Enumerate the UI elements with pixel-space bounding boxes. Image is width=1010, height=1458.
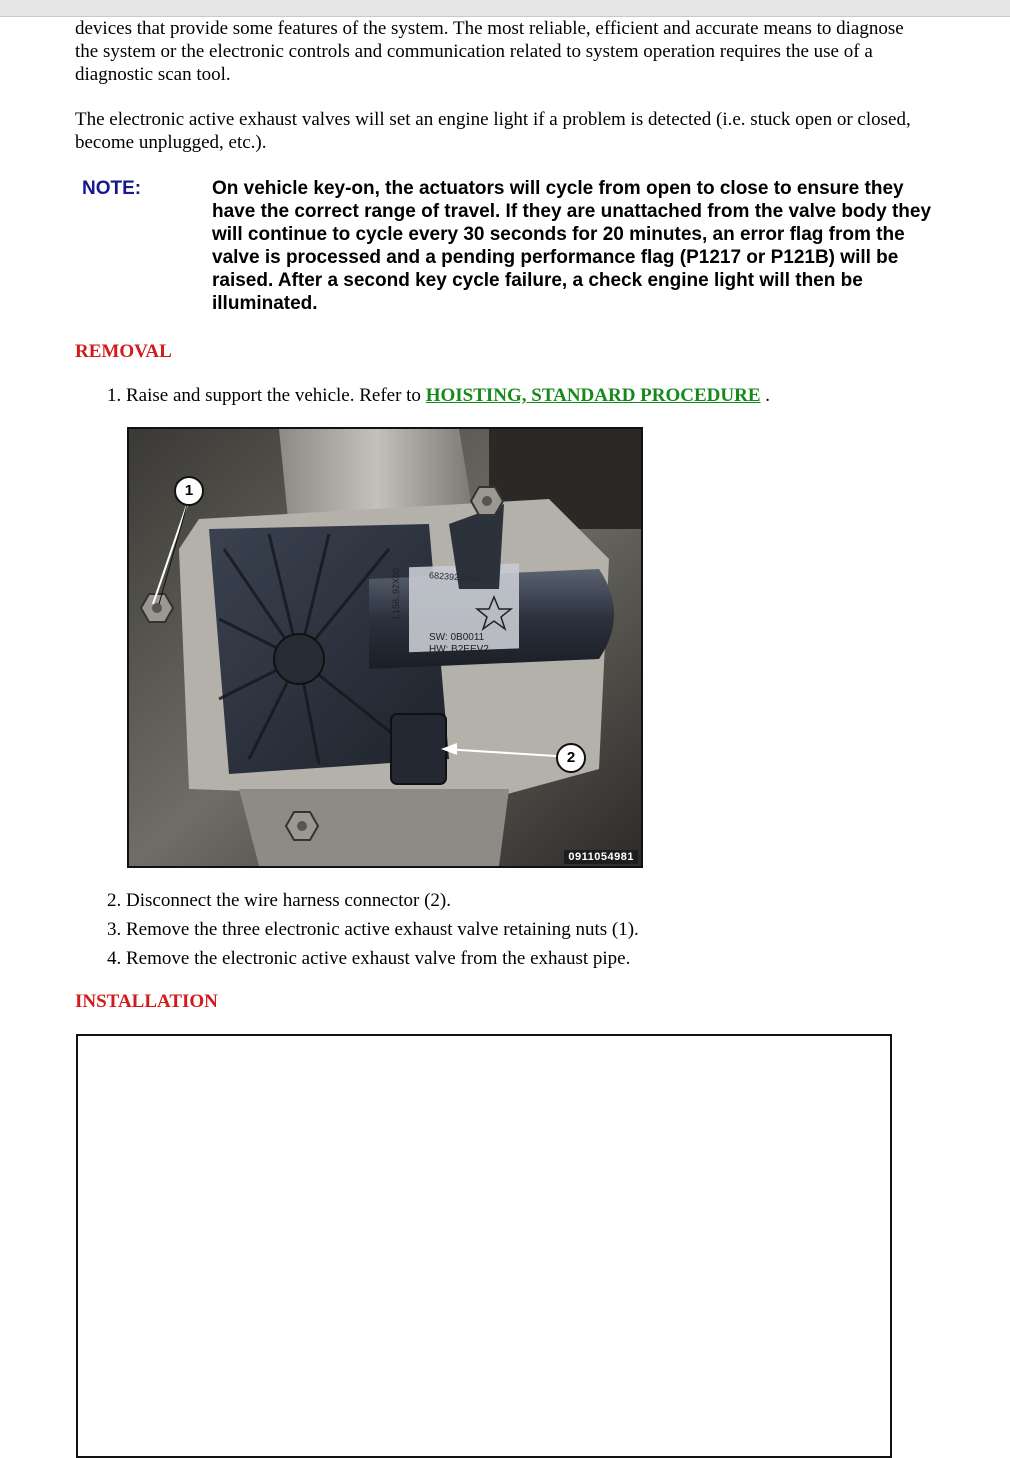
callout-2: 2 xyxy=(556,743,586,773)
side-code-label: L158..92X00 xyxy=(391,567,401,619)
step-1-text: 1. Raise and support the vehicle. Refer to xyxy=(107,385,426,406)
note-label: NOTE: xyxy=(82,178,142,199)
removal-step-3: 3. Remove the three electronic active exhaust valve retaining nuts (1). xyxy=(107,919,639,940)
installation-figure-frame xyxy=(76,1034,892,1458)
removal-step-1 xyxy=(107,384,927,407)
removal-heading: REMOVAL xyxy=(75,341,172,362)
callout-1: 1 xyxy=(174,476,204,506)
intro-paragraph: devices that provide some features of the system. The most reliable, efficient and accurate means to diagnose the system or the electronic controls and communication related to system operation requires the use of a diagnostic scan tool. xyxy=(75,18,904,85)
engine-light-paragraph: The electronic active exhaust valves will set an engine light if a problem is detected (i.e. stuck open or closed, become unplugged, etc.). xyxy=(75,109,911,153)
part-number-label: 68239269AA xyxy=(428,570,482,584)
hoisting-procedure-link[interactable]: HOISTING, STANDARD PROCEDURE xyxy=(425,385,761,406)
hardware-version-label: HW: B2EEV2 xyxy=(429,644,489,655)
installation-heading: INSTALLATION xyxy=(75,991,218,1012)
exhaust-valve-photo-illustration xyxy=(129,429,641,866)
step-1-suffix: . xyxy=(760,385,771,406)
removal-step-2: 2. Disconnect the wire harness connector (2). xyxy=(107,890,451,911)
exhaust-valve-figure xyxy=(127,427,643,868)
removal-step-4: 4. Remove the electronic active exhaust valve from the exhaust pipe. xyxy=(107,948,631,969)
figure-id: 0911054981 xyxy=(564,850,638,864)
software-version-label: SW: 0B0011 xyxy=(429,632,485,643)
note-text: On vehicle key-on, the actuators will cycle from open to close to ensure they have the correct range of travel. If they are unattached from the valve body they will continue to cycle every 30 seconds for 20 minutes, an error flag from the valve is processed and a pending performance flag (P1217 or P121B) will be raised. After a second key cycle failure, a check engine light will then be illuminated. xyxy=(212,178,932,314)
